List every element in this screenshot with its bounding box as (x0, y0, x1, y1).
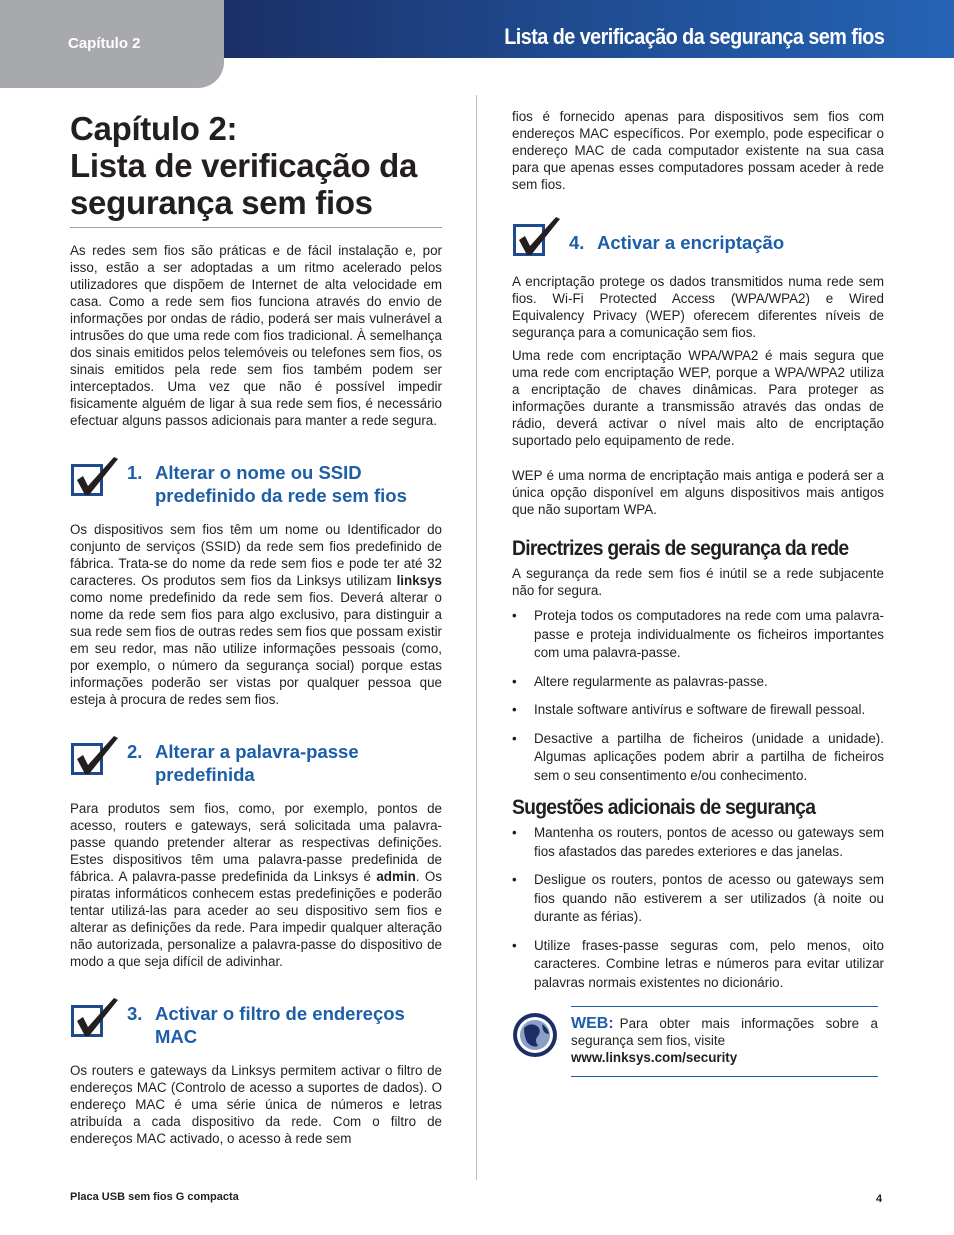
intro-paragraph: As redes sem fios são práticas e de fácil instalação e, por isso, estão a ser adoptadas a um ritmo acelerado pelos utilizadores que dispõem de Internet de alta velocidade em casa. Como a rede sem fios funciona através do envio de informações por ondas de rádio, poderá ser mais vulnerável a intrusões do que uma rede com fios tradicional. À semelhança dos sinais emitidos pelos telemóveis ou telefones sem fios, os sinais emitidos pela rede sem fios também podem ser interceptados. Uma vez que não é possível impedir fisicamente alguém de ligar à sua rede sem fios, é necessário efectuar alguns passos adicionais para manter a rede segura. (70, 243, 442, 428)
section-3-continued-text: fios é fornecido apenas para dispositivos sem fios com endereços MAC específicos. Por exemplo, pode especificar o endereço MAC de cada computador existente na sua casa para que apenas esses computadores possam aceder à rede sem fios. (512, 109, 884, 192)
section-3-text: Os routers e gateways da Linksys permitem activar o filtro de endereços MAC (Controlo de acesso a suportes de dados). O endereço MAC é uma série única de números e letras atribuída a cada dispositivo da rede. Com o filtro de endereços MAC activado, o acesso à rede sem (70, 1063, 442, 1146)
web-info-box (571, 1006, 878, 1077)
section-1-text: Os dispositivos sem fios têm um nome ou Identificador do conjunto de serviços (SSID) da rede sem fios predefinido de fábrica. Trata-se do nome da rede sem fios e pode ter até 32 caracteres. Os produtos sem fios da Linksys utilizam linksys como nome predefinido da rede sem fios. Deverá alterar o nome da rede sem fios para algo exclusivo, para distinguir a sua rede sem fios de outras redes sem fios que possam existir em seu redor, mas não utilize informações pessoais (como, por exemplo, o número da segurança social) porque estas informações poderão ser vistas por qualquer pessoa que esteja à procura de redes sem fios. (70, 522, 442, 707)
list-item: • Mantenha os routers, pontos de acesso ou gateways sem fios afastados das paredes exteriores e das janelas. (512, 824, 884, 861)
section-2-text: Para produtos sem fios, como, por exemplo, pontos de acesso, routers e gateways, será solicitada uma palavra-passe quando pretender alterar as respectivas definições. Estes dispositivos têm uma palavra-passe predefinida de fábrica. A palavra-passe predefinida da Linksys é admin. Os piratas informáticos conhecem estas predefinições e poderão tentar utilizá-las para aceder ao seu dispositivo sem fios e alterar as definições da rede. Para impedir qualquer alteração não autorizada, personalize a palavra-passe do dispositivo de modo a que seja difícil de adivinhar. (70, 801, 442, 969)
general-guidelines-intro: A segurança da rede sem fios é inútil se a rede subjacente não for segura. (512, 566, 884, 598)
column-divider (476, 95, 477, 1180)
chapter-tab (0, 0, 224, 88)
section-4-heading: 4. Activar a encriptação (512, 215, 884, 261)
left-column (70, 110, 442, 1147)
web-url-link[interactable]: www.linksys.com/security (571, 1050, 738, 1065)
header-bar (224, 0, 954, 58)
list-item: • Utilize frases-passe seguras com, pelo menos, oito caracteres. Combine letras e números para evitar utilizar palavras normais existentes no dicionário. (512, 937, 884, 993)
web-globe-icon (512, 1012, 558, 1058)
section-4-paragraph-3: WEP é uma norma de encriptação mais antiga e poderá ser a única opção disponível em alguns dispositivos mais antigos que não suportam WPA. (512, 468, 884, 517)
section-1-heading: 1. Alterar o nome ou SSID predefinido da rede sem fios (70, 455, 442, 509)
list-item: • Instale software antivírus e software de firewall pessoal. (512, 701, 884, 720)
chapter-title: Capítulo 2: Lista de verificação da segurança sem fios (70, 110, 418, 221)
list-item: • Proteja todos os computadores na rede com uma palavra-passe e proteja individualmente os ficheiros importantes com uma palavra-passe. (512, 607, 884, 663)
header-section-title: Lista de verificação da segurança sem fios (503, 24, 884, 49)
checkmark-box-icon (70, 734, 120, 778)
section-2-heading: 2. Alterar a palavra-passe predefinida (70, 734, 442, 788)
section-3-heading: 3. Activar o filtro de endereços MAC (70, 996, 442, 1050)
chapter-tab-label: Capítulo 2 (68, 35, 141, 52)
list-item: • Altere regularmente as palavras-passe. (512, 673, 884, 692)
web-text: Para obter mais informações sobre a segurança sem fios, visite (571, 1016, 878, 1048)
checkmark-box-icon (70, 455, 120, 499)
page-number: 4 (876, 1193, 883, 1205)
web-note (512, 1006, 884, 1106)
right-column (512, 108, 884, 1106)
footer-product-name: Placa USB sem fios G compacta (70, 1191, 239, 1203)
web-label: WEB: (571, 1015, 614, 1032)
title-rule (70, 227, 442, 228)
general-guidelines-list (512, 607, 884, 785)
checkmark-box-icon (512, 215, 562, 259)
list-item: • Desligue os routers, pontos de acesso ou gateways sem fios quando não estiverem a ser utilizados (à noite ou durante as férias). (512, 871, 884, 927)
additional-tips-heading: Sugestões adicionais de segurança (512, 796, 816, 819)
general-guidelines-heading: Directrizes gerais de segurança da rede (512, 537, 849, 560)
checkmark-box-icon (70, 996, 120, 1040)
additional-tips-list (512, 824, 884, 992)
section-4-paragraph-2: Uma rede com encriptação WPA/WPA2 é mais segura que uma rede com encriptação WEP, porque a WPA/WPA2 utiliza a encriptação de chaves dinâmicas. Para proteger as informações durante a transmissão através das ondas de rádio, deverá activar o nível mais alto de encriptação suportado pelo equipamento de rede. (512, 348, 884, 448)
section-4-paragraph-1: A encriptação protege os dados transmitidos numa rede sem fios. Wi-Fi Protected Access (WPA/WPA2) e Wired Equivalency Privacy (WEP) oferecem diferentes níveis de segurança para a comunicação sem fios. (512, 274, 884, 340)
list-item: • Desactive a partilha de ficheiros (unidade a unidade). Algumas aplicações podem abrir a partilha de ficheiros sem o seu consentimento e/ou conhecimento. (512, 730, 884, 786)
